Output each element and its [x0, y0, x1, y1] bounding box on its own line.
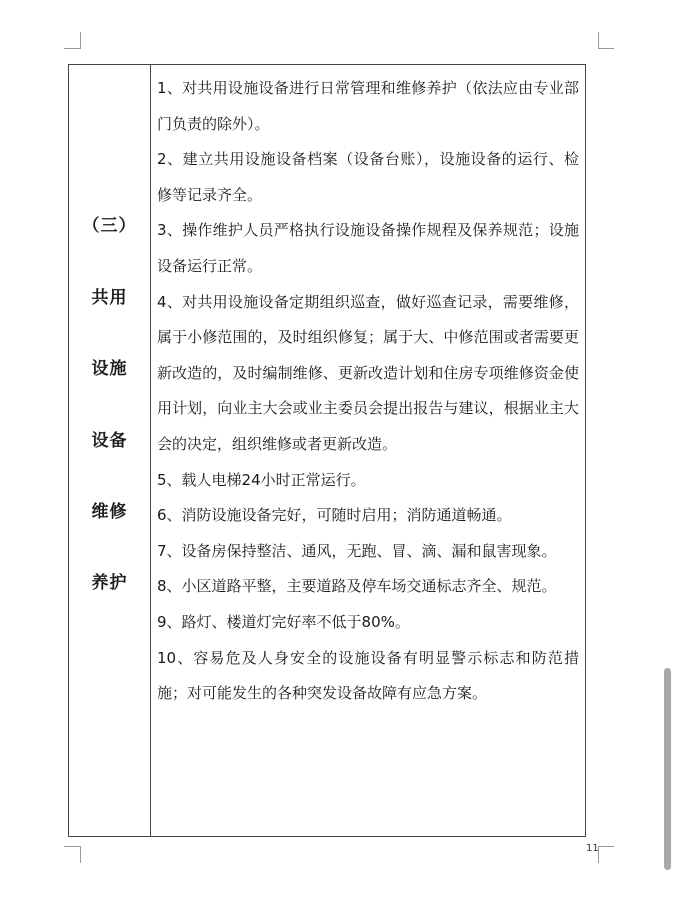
section-label-line: 设备	[91, 431, 128, 451]
standard-item: 7、设备房保持整洁、通风，无跑、冒、滴、漏和鼠害现象。	[157, 541, 557, 560]
standard-item: 2、建立共用设施设备档案（设备台账），设施设备的运行、检修等记录齐全。	[157, 150, 579, 204]
standard-item: 9、路灯、楼道灯完好率不低于80%。	[157, 612, 410, 631]
crop-mark	[80, 846, 81, 863]
standard-item: 4、对共用设施设备定期组织巡查，做好巡查记录，需要维修，属于小修范围的，及时组织修复；属于大、中修范围或者需要更新改造的，及时编制维修、更新改造计划和住房专项维修资金使用计划，向业主大会或业主委员会提出报告与建议，根据业主大会的决定，组织维修或者更新改造。	[157, 292, 579, 453]
standard-item: 1、对共用设施设备进行日常管理和维修养护（依法应由专业部门负责的除外）。	[157, 79, 579, 133]
section-label-line: 共用	[91, 288, 128, 308]
section-label-line: 养护	[91, 573, 128, 593]
crop-mark	[64, 48, 80, 49]
column-divider	[150, 65, 151, 836]
section-label-cell	[69, 65, 150, 836]
vertical-scrollbar-thumb[interactable]	[664, 668, 671, 870]
section-label-line: 设施	[91, 359, 128, 379]
section-label-line: 维修	[91, 502, 128, 522]
standard-item: 10、容易危及人身安全的设施设备有明显警示标志和防范措施；对可能发生的各种突发设备故障有应急方案。	[157, 648, 579, 703]
crop-mark	[64, 846, 80, 847]
page-number: 11	[586, 843, 599, 854]
standard-item: 6、消防设施设备完好，可随时启用；消防通道畅通。	[157, 506, 512, 525]
crop-mark	[598, 48, 614, 49]
crop-mark	[598, 32, 599, 49]
section-label-line: （三）	[82, 216, 137, 236]
crop-mark	[598, 846, 614, 847]
standards-content-cell	[157, 71, 579, 712]
standard-item: 3、操作维护人员严格执行设施设备操作规程及保养规范；设施设备运行正常。	[157, 221, 579, 275]
standard-item: 8、小区道路平整，主要道路及停车场交通标志齐全、规范。	[157, 577, 557, 596]
crop-mark	[80, 32, 81, 49]
standard-item: 5、载人电梯24小时正常运行。	[157, 470, 366, 489]
standards-table	[68, 64, 586, 837]
